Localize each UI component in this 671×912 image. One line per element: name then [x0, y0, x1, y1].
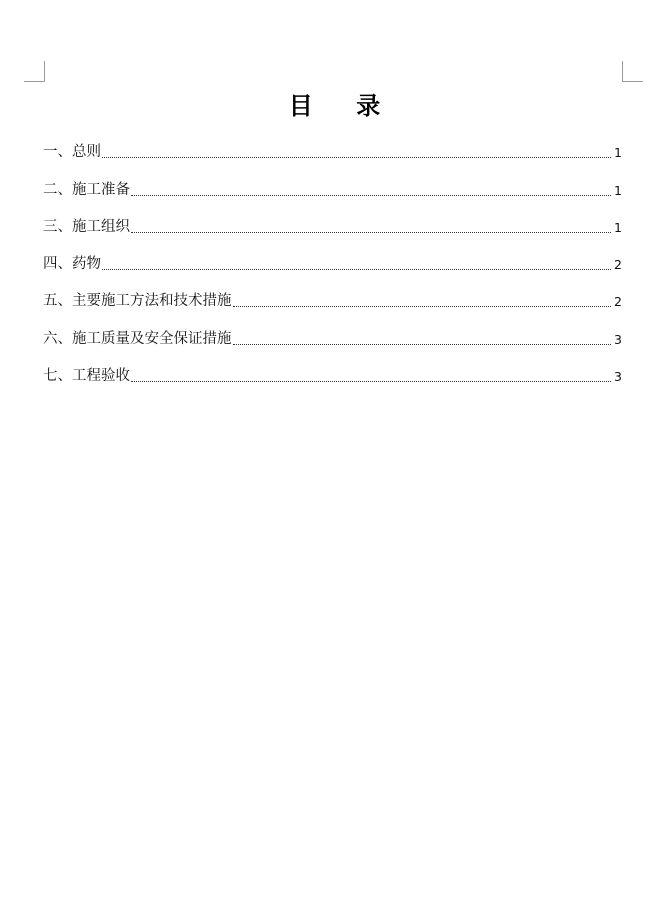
toc-leader-dots [102, 156, 611, 158]
toc-entry[interactable] [43, 202, 622, 239]
toc-entry-label: 六、施工质量及安全保证措施 [43, 330, 232, 347]
toc-entry-label: 一、总则 [43, 144, 101, 161]
toc-leader-dots [102, 268, 611, 270]
toc-entry-label: 二、施工准备 [43, 181, 130, 198]
toc-entry-page: 1 [614, 182, 622, 198]
toc-entry[interactable] [43, 164, 622, 201]
toc-entry-page: 2 [614, 257, 622, 273]
toc-entry[interactable] [43, 276, 622, 313]
toc-title: 目 录 [288, 91, 383, 120]
toc-leader-dots [233, 343, 612, 345]
table-of-contents [43, 127, 622, 388]
toc-leader-dots [131, 231, 611, 233]
corner-mark-top-left [24, 61, 45, 82]
toc-leader-dots [233, 305, 612, 307]
toc-entry[interactable] [43, 351, 622, 388]
toc-entry-page: 2 [614, 294, 622, 310]
toc-entry[interactable] [43, 313, 622, 350]
toc-entry-label: 五、主要施工方法和技术措施 [43, 293, 232, 310]
toc-leader-dots [131, 380, 611, 382]
toc-entry-page: 1 [614, 145, 622, 161]
toc-entry[interactable] [43, 127, 622, 164]
toc-entry[interactable] [43, 239, 622, 276]
toc-entry-page: 1 [614, 219, 622, 235]
toc-entry-page: 3 [614, 331, 622, 347]
corner-mark-top-right [622, 61, 643, 82]
toc-entry-label: 七、工程验收 [43, 368, 130, 385]
toc-entry-label: 三、施工组织 [43, 218, 130, 235]
toc-entry-label: 四、药物 [43, 256, 101, 273]
toc-leader-dots [131, 194, 611, 196]
toc-entry-page: 3 [614, 369, 622, 385]
